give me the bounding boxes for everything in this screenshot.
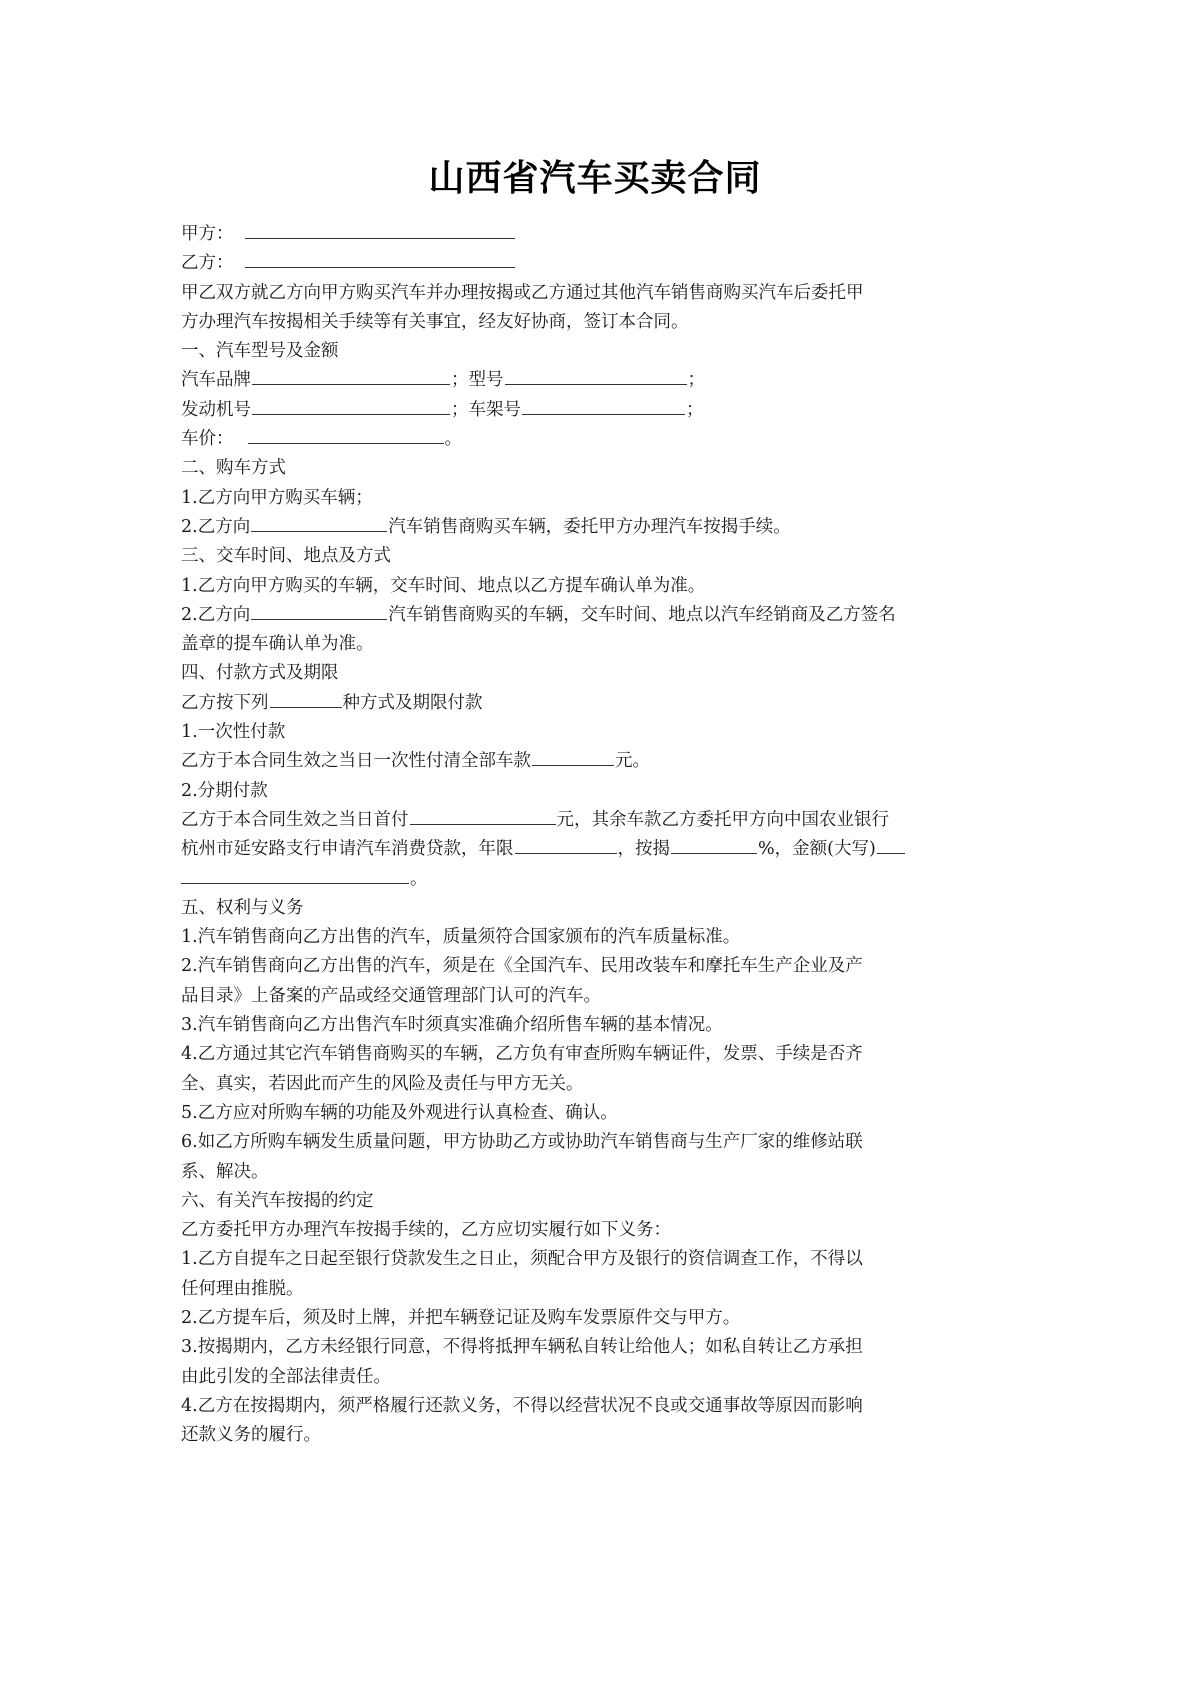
engine-label: 发动机号 [181, 399, 251, 420]
lump-sum-line [181, 747, 1021, 776]
section-2-heading: 二、购车方式 [181, 458, 286, 479]
item-text: 杭州市延安路支行申请汽车消费贷款，年限 [181, 839, 514, 860]
down-payment-blank[interactable] [410, 806, 556, 825]
party-b-blank[interactable] [245, 249, 515, 268]
frame-label: ；车架号 [451, 399, 521, 420]
section-6-heading: 六、有关汽车按揭的约定 [181, 1190, 374, 1211]
item-text: 乙方于本合同生效之当日一次性付清全部车款 [181, 751, 531, 772]
section-6-line: 任何理由推脱。 [181, 1278, 304, 1299]
section-3-item-2 [181, 601, 1021, 630]
price-line [181, 425, 1021, 454]
model-label: ；型号 [451, 370, 504, 391]
section-6-line: 3.按揭期内，乙方未经银行同意，不得将抵押车辆私自转让给他人；如私自转让乙方承担 [181, 1337, 863, 1358]
lump-sum-amount-blank[interactable] [532, 747, 614, 766]
item-text: 2.乙方向 [181, 516, 251, 537]
section-3-heading: 三、交车时间、地点及方式 [181, 546, 391, 567]
engine-frame-line [181, 396, 1021, 425]
item-text: 汽车销售商购买的车辆，交车时间、地点以汽车经销商及乙方签名 [388, 604, 896, 625]
installment-line-1 [181, 806, 1021, 835]
frame-blank[interactable] [522, 396, 685, 415]
section-6-line: 还款义务的履行。 [181, 1425, 321, 1446]
section-5-line: 3.汽车销售商向乙方出售汽车时须真实准确介绍所售车辆的基本情况。 [181, 1015, 723, 1036]
section-1-heading: 一、汽车型号及金额 [181, 341, 339, 362]
intro-line-1: 甲乙双方就乙方向甲方购买汽车并办理按揭或乙方通过其他汽车销售商购买汽车后委托甲 [181, 282, 864, 303]
party-a-line [181, 220, 1021, 249]
section-6-line: 4.乙方在按揭期内，须严格履行还款义务，不得以经营状况不良或交通事故等原因而影响 [181, 1395, 863, 1416]
dealer-blank[interactable] [251, 601, 387, 620]
item-text: 汽车销售商购买车辆，委托甲方办理汽车按揭手续。 [388, 516, 791, 537]
party-a-blank[interactable] [245, 220, 515, 239]
section-6-line: 1.乙方自提车之日起至银行贷款发生之日止，须配合甲方及银行的资信调查工作，不得以 [181, 1249, 863, 1270]
engine-blank[interactable] [252, 396, 450, 415]
price-blank[interactable] [248, 425, 444, 444]
item-text: 元，其余车款乙方委托甲方向中国农业银行 [556, 809, 889, 830]
section-3-item-1: 1.乙方向甲方购买的车辆，交车时间、地点以乙方提车确认单为准。 [181, 575, 706, 596]
intro-line-2: 方办理汽车按揭相关手续等有关事宜，经友好协商，签订本合同。 [181, 311, 689, 332]
amount-words-blank-cont[interactable] [181, 865, 409, 884]
item-text: 乙方按下列 [181, 692, 269, 713]
period: 。 [444, 429, 462, 450]
section-4-heading: 四、付款方式及期限 [181, 663, 339, 684]
item-text: 2.乙方向 [181, 604, 251, 625]
price-label: 车价： [181, 429, 234, 450]
item-text: %，金额(大写) [758, 839, 876, 860]
dealer-blank[interactable] [251, 513, 387, 532]
section-5-line: 5.乙方应对所购车辆的功能及外观进行认真检查、确认。 [181, 1102, 618, 1123]
payment-method-line [181, 689, 1021, 718]
document-body [181, 220, 1021, 1450]
party-b-line [181, 249, 1021, 278]
installment-line-3 [181, 865, 1021, 894]
lump-sum-heading: 1.一次性付款 [181, 722, 286, 743]
section-5-line: 6.如乙方所购车辆发生质量问题，甲方协助乙方或协助汽车销售商与生产厂家的维修站联 [181, 1132, 863, 1153]
brand-blank[interactable] [252, 366, 450, 385]
section-5-line: 系、解决。 [181, 1161, 269, 1182]
item-text: 种方式及期限付款 [342, 692, 483, 713]
loan-term-blank[interactable] [515, 835, 617, 854]
section-3-item-2-cont: 盖章的提车确认单为准。 [181, 634, 374, 655]
mortgage-percent-blank[interactable] [671, 835, 757, 854]
section-6-line: 由此引发的全部法律责任。 [181, 1366, 391, 1387]
brand-model-line [181, 366, 1021, 395]
semicolon: ； [686, 399, 704, 420]
party-b-label: 乙方： [181, 253, 234, 274]
section-5-heading: 五、权利与义务 [181, 897, 304, 918]
document-title: 山西省汽车买卖合同 [428, 158, 762, 199]
amount-words-blank[interactable] [877, 835, 905, 854]
brand-label: 汽车品牌 [181, 370, 251, 391]
section-5-line: 4.乙方通过其它汽车销售商购买的车辆，乙方负有审查所购车辆证件，发票、手续是否齐 [181, 1044, 863, 1065]
item-text: 。 [410, 868, 428, 889]
item-text: ，按揭 [617, 839, 670, 860]
section-5-line: 2.汽车销售商向乙方出售的汽车，须是在《全国汽车、民用改装车和摩托车生产企业及产 [181, 956, 863, 977]
section-5-line: 1.汽车销售商向乙方出售的汽车，质量须符合国家颁布的汽车质量标准。 [181, 927, 741, 948]
installment-heading: 2.分期付款 [181, 780, 268, 801]
method-count-blank[interactable] [270, 689, 342, 708]
section-6-line: 乙方委托甲方办理汽车按揭手续的，乙方应切实履行如下义务： [181, 1220, 671, 1241]
section-5-line: 品目录》上备案的产品或经交通管理部门认可的汽车。 [181, 985, 601, 1006]
model-blank[interactable] [505, 366, 687, 385]
party-a-label: 甲方： [181, 224, 234, 244]
section-2-item-2 [181, 513, 1021, 542]
section-5-line: 全、真实，若因此而产生的风险及责任与甲方无关。 [181, 1073, 584, 1094]
semicolon: ； [687, 370, 705, 391]
item-text: 元。 [615, 751, 650, 772]
section-2-item-1: 1.乙方向甲方购买车辆； [181, 487, 373, 508]
installment-line-2 [181, 835, 1021, 864]
item-text: 乙方于本合同生效之当日首付 [181, 809, 409, 830]
section-6-line: 2.乙方提车后，须及时上牌，并把车辆登记证及购车发票原件交与甲方。 [181, 1307, 741, 1328]
